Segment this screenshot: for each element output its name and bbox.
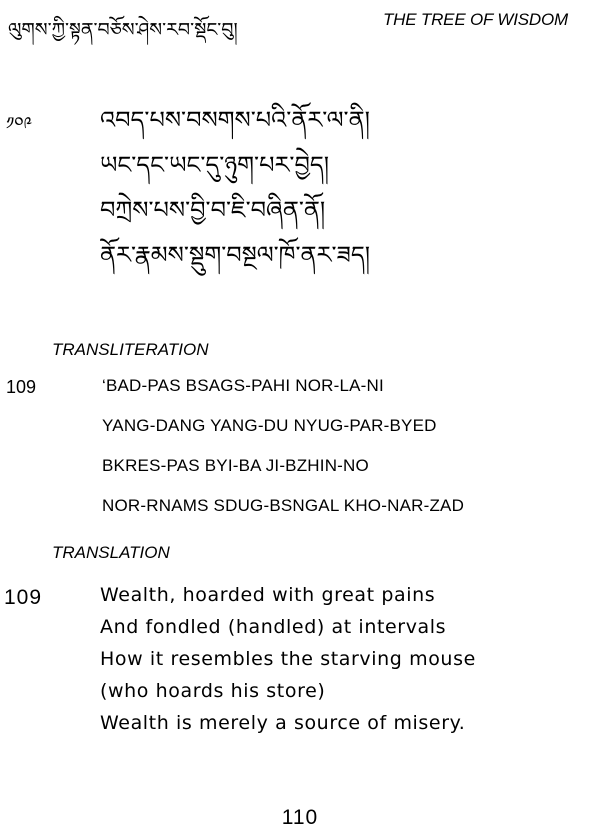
tibetan-line: བཀྲེས་པས་བྱི་བ་ཇི་བཞིན་ནོ། [100,196,326,224]
transliteration-verse-number: 109 [6,377,37,397]
tibetan-line: འབད་པས་བསགས་པའི་ནོར་ལ་ནི། [100,106,370,134]
tibetan-verse-number: ༡༠༩ [6,114,33,134]
tibetan-line: ནོར་རྣམས་སྡུག་བསྔལ་ཁོ་ནར་ཟད། [100,241,371,269]
translation-line: And fondled (handled) at intervals [100,616,447,638]
translation-verse-number: 109 [4,586,43,609]
translation-block [100,582,476,742]
translation-line: Wealth, hoarded with great pains [100,584,436,606]
translation-line: How it resembles the starving mouse [100,648,476,670]
translation-line: Wealth is merely a source of misery. [100,712,466,734]
translation-line: (who hoards his store) [100,680,326,702]
running-header [0,6,600,41]
tibetan-book-title: ལུགས་ཀྱི་སྟན་བཅོས་ཤེས་རབ་སྡོང་བུ། [8,19,238,41]
tibetan-line: ཡང་དང་ཡང་དུ་ཉུག་པར་བྱེད། [100,151,330,179]
transliteration-heading: TRANSLITERATION [52,340,209,359]
transliteration-block [102,375,464,535]
translation-heading: TRANSLATION [52,543,170,562]
page-number: 110 [281,806,319,829]
transliteration-line: BKRES-PAS BYI-BA JI-BZHIN-NO [102,456,369,475]
transliteration-line: YANG-DANG YANG-DU NYUG-PAR-BYED [102,416,437,435]
tibetan-verse [100,98,580,278]
transliteration-line: ‘BAD-PAS BSAGS-PAHI NOR-LA-NI [102,376,384,395]
english-book-title: THE TREE OF WISDOM [383,10,568,29]
transliteration-line: NOR-RNAMS SDUG-BSNGAL KHO-NAR-ZAD [102,496,465,515]
